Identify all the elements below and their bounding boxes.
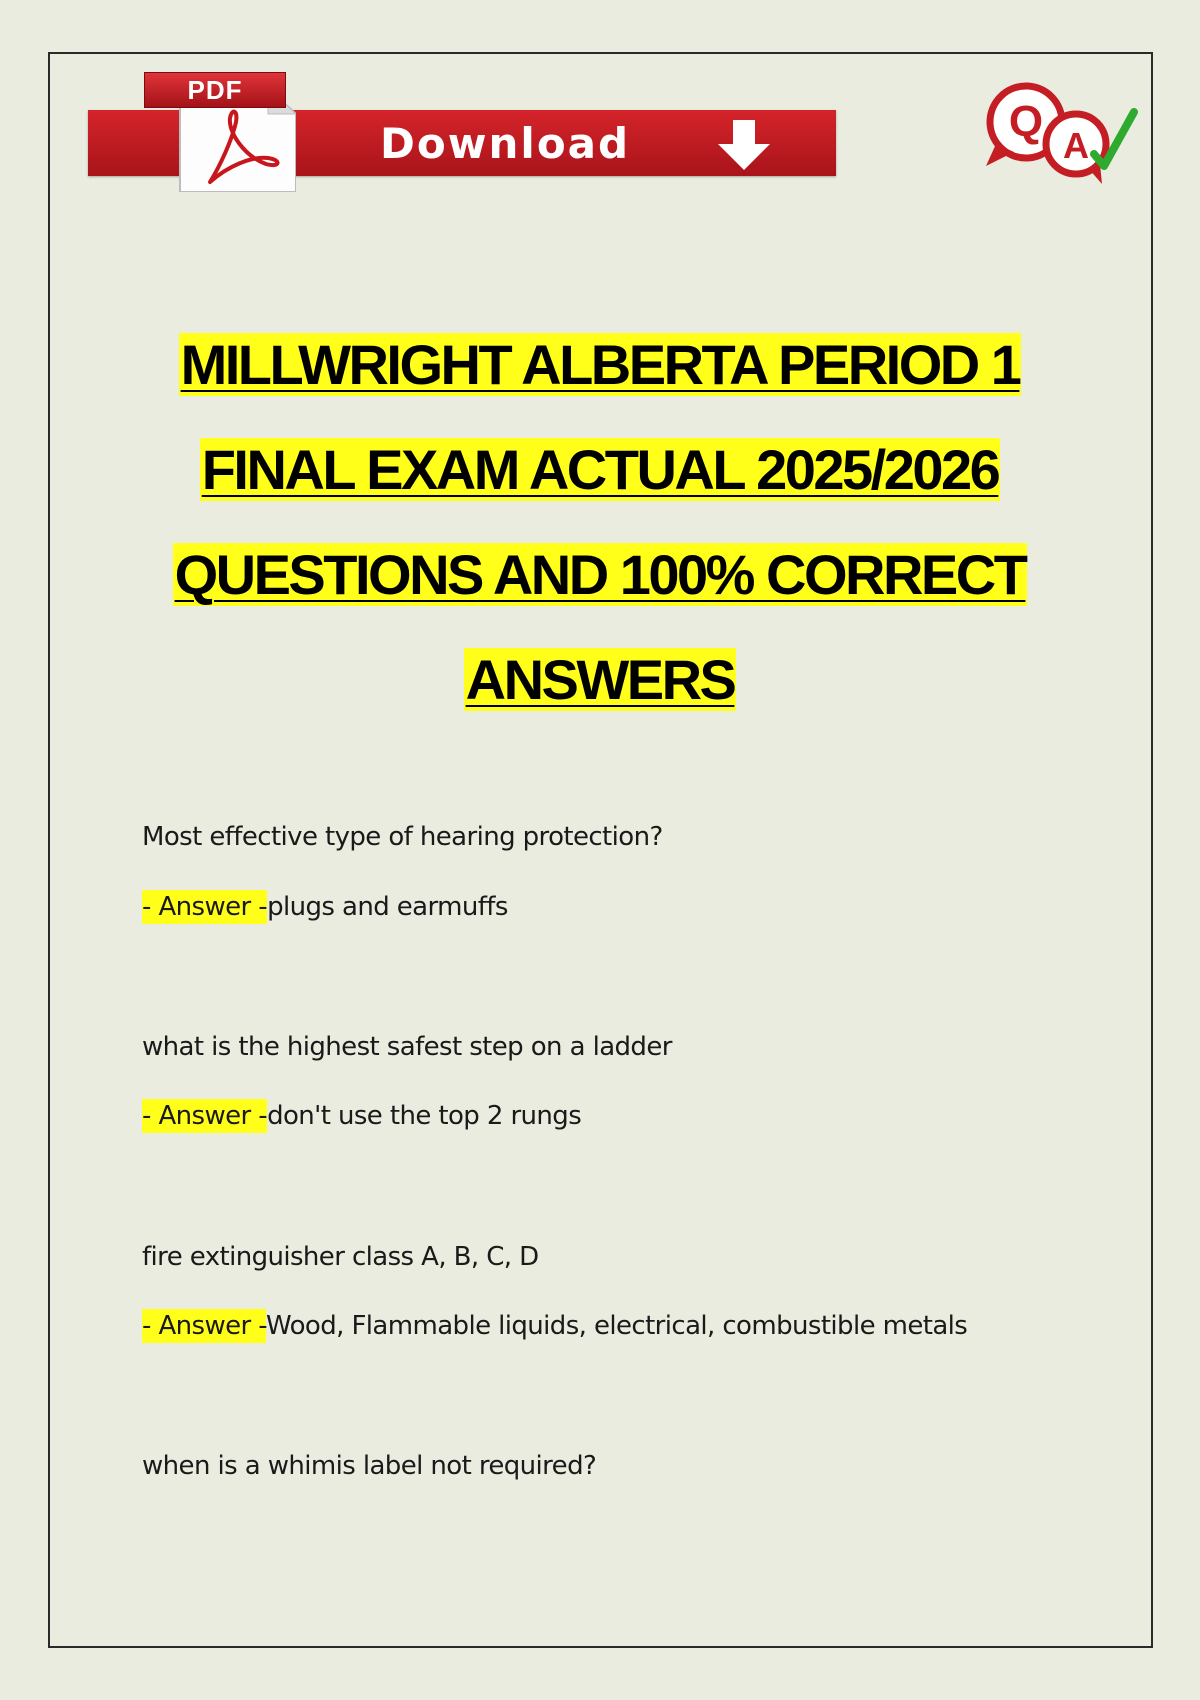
answer-3	[142, 1311, 967, 1341]
download-label[interactable]: Download	[380, 118, 631, 168]
question-4: when is a whimis label not required?	[142, 1451, 597, 1481]
title-line-2: FINAL EXAM ACTUAL 2025/2026	[201, 438, 999, 501]
title-line-4: ANSWERS	[465, 648, 735, 711]
logo-q-letter: Q	[1008, 97, 1044, 146]
question-3: fire extinguisher class A, B, C, D	[142, 1242, 539, 1272]
title-line-3: QUESTIONS AND 100% CORRECT	[174, 543, 1026, 606]
answer-text: Wood, Flammable liquids, electrical, combustible metals	[266, 1311, 968, 1341]
arrow-down-icon[interactable]	[716, 118, 772, 172]
pdf-document-icon	[140, 70, 296, 192]
pdf-download-banner[interactable]	[88, 64, 836, 192]
pdf-label: PDF	[144, 72, 286, 108]
answer-prefix: - Answer -	[142, 892, 268, 922]
qa-logo	[980, 82, 1140, 186]
answer-1	[142, 892, 508, 922]
answer-2	[142, 1101, 581, 1131]
answer-text: plugs and earmuffs	[267, 892, 508, 922]
title-line-1: MILLWRIGHT ALBERTA PERIOD 1	[180, 333, 1020, 396]
logo-a-letter: A	[1063, 125, 1089, 166]
question-1: Most effective type of hearing protection?	[142, 822, 663, 852]
question-2: what is the highest safest step on a ladder	[142, 1032, 672, 1062]
answer-prefix: - Answer -	[142, 1311, 267, 1341]
answer-prefix: - Answer -	[142, 1101, 268, 1131]
answer-text: don't use the top 2 rungs	[267, 1101, 582, 1131]
document-title	[60, 312, 1140, 732]
